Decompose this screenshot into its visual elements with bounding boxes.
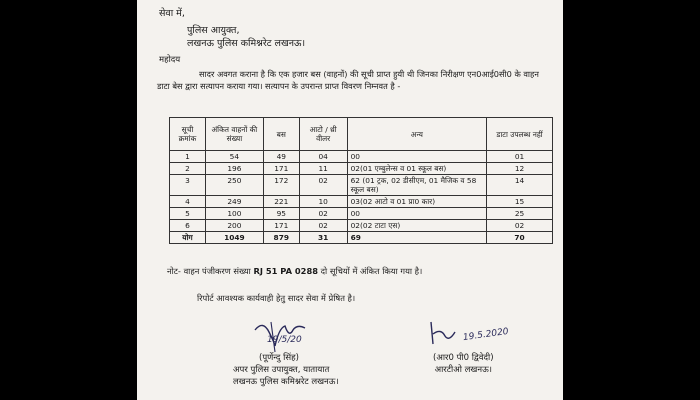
table-row: [170, 208, 553, 220]
table-cell: 12: [487, 163, 553, 175]
total-cell: 31: [299, 232, 347, 244]
table-cell: 02: [299, 208, 347, 220]
total-cell: 879: [263, 232, 299, 244]
total-cell: 69: [347, 232, 487, 244]
body-paragraph: सादर अवगत कराना है कि एक हजार बस (वाहनों) की सूची प्राप्त हुयी थी जिनका निरीक्षण एन0आई0सी0 के वाहन डाटा बेस द्वारा सत्यापन कराया गया। सत्यापन के उपरान्त प्राप्त विवरण निम्नवत है -: [157, 69, 539, 91]
col-header: अंकित वाहनों की संख्या: [205, 118, 263, 151]
table-cell: 200: [205, 220, 263, 232]
table-cell: 02: [487, 220, 553, 232]
address-line-2: लखनऊ पुलिस कमिश्नरेट लखनऊ।: [187, 38, 306, 49]
table-cell: 02: [299, 220, 347, 232]
table-cell: 100: [205, 208, 263, 220]
left-sign-designation: अपर पुलिस उपायुक्त, यातायात: [233, 365, 330, 375]
total-cell: 70: [487, 232, 553, 244]
table-cell: 5: [170, 208, 206, 220]
note-line: [167, 266, 422, 277]
left-sign-date: 19/5/20: [267, 335, 302, 345]
table-cell: 01: [487, 151, 553, 163]
right-sign-name: (आर0 पी0 द्विवेदी): [433, 353, 494, 363]
table-cell: 49: [263, 151, 299, 163]
left-sign-office: लखनऊ पुलिस कमिश्नरेट लखनऊ।: [233, 377, 339, 387]
right-sign-designation: आरटीओ लखनऊ।: [434, 365, 492, 375]
left-sign-name: (पूर्णेन्दु सिंह): [259, 353, 299, 363]
col-header: डाटा उपलब्ध नहीं: [487, 118, 553, 151]
letter-page: [137, 0, 563, 400]
right-signature: [425, 318, 465, 348]
table-cell: 11: [299, 163, 347, 175]
table-cell: 171: [263, 220, 299, 232]
table-row: [170, 220, 553, 232]
table-cell: 62 (01 ट्रक, 02 डीसीएम, 01 मैजिक व 58 स्कूल बस): [347, 175, 487, 196]
table-cell: 14: [487, 175, 553, 196]
right-signatory: [433, 352, 494, 376]
table-cell: 03(02 आटो व 01 प्रा0 कार): [347, 196, 487, 208]
table-cell: 02: [299, 175, 347, 196]
right-sign-date: 19.5.2020: [462, 326, 510, 344]
table-cell: 249: [205, 196, 263, 208]
table-cell: 95: [263, 208, 299, 220]
table-cell: 00: [347, 208, 487, 220]
table-cell: 6: [170, 220, 206, 232]
table-total-row: [170, 232, 553, 244]
vehicle-table: [169, 117, 553, 244]
table-header-row: [170, 118, 553, 151]
table-cell: 171: [263, 163, 299, 175]
table-cell: 172: [263, 175, 299, 196]
col-header: आटो / थ्री वीलर: [299, 118, 347, 151]
table-cell: 02(01 एम्बुलेन्स व 01 स्कूल बस): [347, 163, 487, 175]
left-signatory: [233, 352, 339, 388]
col-header: अन्य: [347, 118, 487, 151]
table-cell: 04: [299, 151, 347, 163]
salutation: सेवा में,: [159, 8, 185, 19]
table-row: [170, 196, 553, 208]
table-cell: 15: [487, 196, 553, 208]
table-cell: 00: [347, 151, 487, 163]
registration-number: RJ 51 PA 0288: [253, 266, 318, 276]
table-cell: 250: [205, 175, 263, 196]
total-cell: 1049: [205, 232, 263, 244]
note-prefix: नोट- वाहन पंजीकरण संख्या: [167, 266, 251, 276]
table-cell: 3: [170, 175, 206, 196]
table-cell: 1: [170, 151, 206, 163]
table-row: [170, 151, 553, 163]
col-header: सूची क्रमांक: [170, 118, 206, 151]
table-cell: 4: [170, 196, 206, 208]
col-header: बस: [263, 118, 299, 151]
table-cell: 196: [205, 163, 263, 175]
table-row: [170, 163, 553, 175]
table-cell: 25: [487, 208, 553, 220]
table-cell: 02(02 टाटा एस): [347, 220, 487, 232]
greeting: महोदय: [159, 55, 181, 65]
address-line-1: पुलिस आयुक्त,: [187, 25, 240, 36]
report-line: रिपोर्ट आवश्यक कार्यवाही हेतु सादर सेवा में प्रेषित है।: [197, 293, 356, 303]
table-cell: 2: [170, 163, 206, 175]
table-cell: 54: [205, 151, 263, 163]
table-row: [170, 175, 553, 196]
total-cell: योग: [170, 232, 206, 244]
table-cell: 221: [263, 196, 299, 208]
table-cell: 10: [299, 196, 347, 208]
note-suffix: दो सूचियों में अंकित किया गया है।: [320, 266, 423, 276]
